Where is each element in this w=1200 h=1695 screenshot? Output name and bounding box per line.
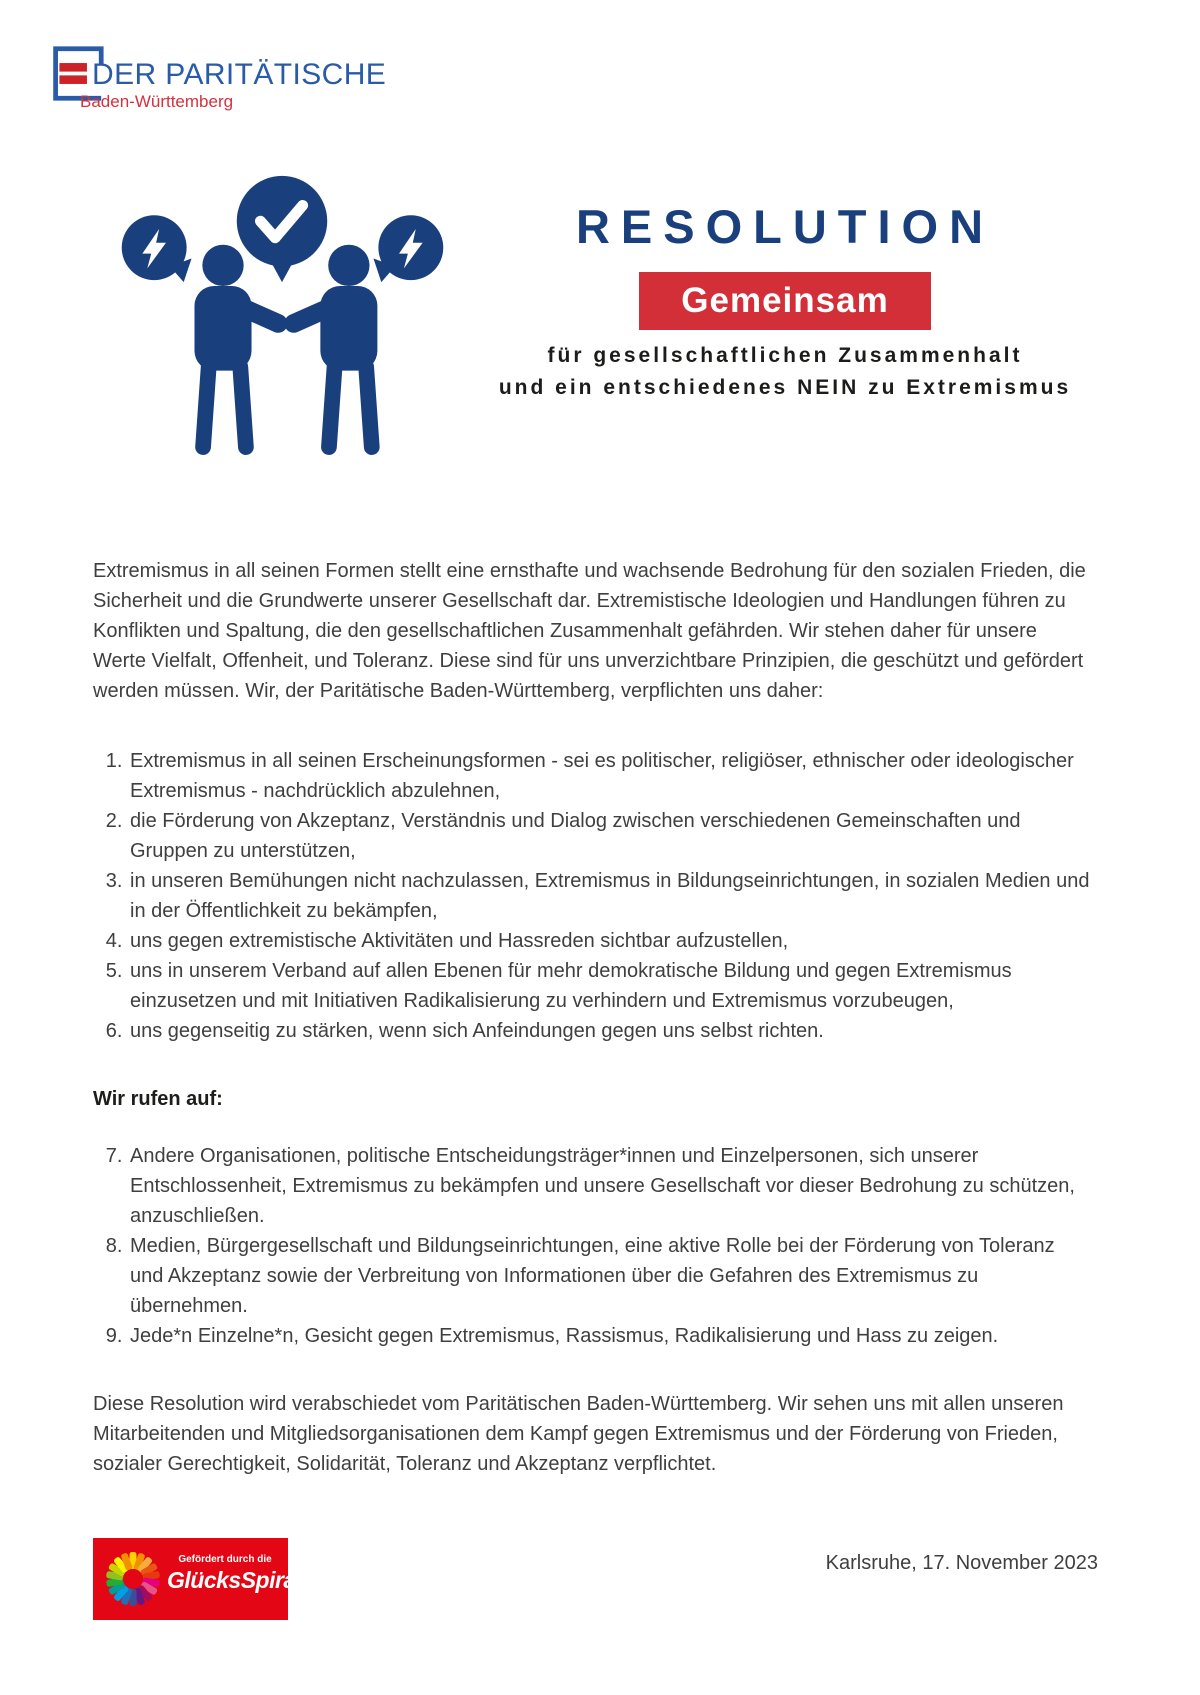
- list-item: 7. Andere Organisationen, politische Entscheidungsträger*innen und Einzelpersonen, sich unserer Entschlossenheit, Extremismus zu bekämpfen und unsere Gesellschaft vor dieser Bedrohung zu schützen, anzuschließen.: [128, 1141, 1093, 1231]
- funding-prefix: Gefördert durch die: [178, 1554, 272, 1565]
- list-item: 4. uns gegen extremistische Aktivitäten und Hassreden sichtbar aufzustellen,: [128, 926, 1093, 956]
- gemeinsam-banner: Gemeinsam: [639, 272, 930, 330]
- title-block: [480, 200, 1090, 404]
- call-to-action-heading: Wir rufen auf:: [93, 1088, 223, 1110]
- funding-text-block: [167, 1554, 314, 1593]
- brand-header: [48, 45, 386, 110]
- dateline: Karlsruhe, 17. November 2023: [825, 1552, 1098, 1574]
- gluecksspirale-logo: [93, 1538, 314, 1620]
- rainbow-pinwheel-icon: [101, 1547, 165, 1611]
- list-item: 2. die Förderung von Akzeptanz, Verständnis und Dialog zwischen verschiedenen Gemeinschaften und Gruppen zu unterstützen,: [128, 806, 1093, 866]
- list-item: 1. Extremismus in all seinen Erscheinungsformen - sei es politischer, religiöser, ethnischer oder ideologischer Extremismus - nachdrücklich abzulehnen,: [128, 746, 1093, 806]
- org-region: Baden-Württemberg: [80, 92, 234, 111]
- resolution-title: RESOLUTION: [575, 200, 995, 253]
- resolution-body: [93, 556, 1093, 1479]
- list-item: 6. uns gegenseitig zu stärken, wenn sich Anfeindungen gegen uns selbst richten.: [128, 1016, 1093, 1046]
- two-people-dialogue-speech-bubbles-icon: [110, 170, 455, 465]
- list-item: 3. in unseren Bemühungen nicht nachzulassen, Extremismus in Bildungseinrichtungen, in sozialen Medien und in der Öffentlichkeit zu bekämpfen,: [128, 866, 1093, 926]
- closing-paragraph: Diese Resolution wird verabschiedet vom Paritätischen Baden-Württemberg. Wir sehen uns mit allen unseren Mitarbeitenden und Mitgliedsorganisationen dem Kampf gegen Extremismus und der Förderung von Frieden, sozialer Gerechtigkeit, Solidarität, Toleranz und Akzeptanz verpflichtet.: [93, 1393, 1064, 1475]
- org-name: DER PARITÄTISCHE: [92, 58, 387, 91]
- commitments-list: [93, 746, 1093, 1046]
- funding-name: GlücksSpirale: [167, 1567, 314, 1593]
- list-item: 5. uns in unserem Verband auf allen Ebenen für mehr demokratische Bildung und gegen Extremismus einzusetzen und mit Initiativen Radikalisierung zu verhindern und Extremismus vorzubeugen,: [128, 956, 1093, 1016]
- brand-wordmark: [80, 45, 387, 111]
- list-item: 9. Jede*n Einzelne*n, Gesicht gegen Extremismus, Rassismus, Radikalisierung und Hass zu zeigen.: [128, 1321, 1093, 1351]
- subtitle-line-2: und ein entschiedenes NEIN zu Extremismus: [498, 376, 1072, 399]
- page-footer: [93, 1538, 1098, 1620]
- subtitle-line-1: für gesellschaftlichen Zusammenhalt: [547, 344, 1023, 367]
- calls-list: [93, 1141, 1093, 1351]
- list-item: 8. Medien, Bürgergesellschaft und Bildungseinrichtungen, eine aktive Rolle bei der Förderung von Toleranz und Akzeptanz sowie der Verbreitung von Informationen über die Gefahren des Extremismus zu übernehmen.: [128, 1231, 1093, 1321]
- intro-paragraph: Extremismus in all seinen Formen stellt eine ernsthafte und wachsende Bedrohung für den sozialen Frieden, die Sicherheit und die Grundwerte unserer Gesellschaft dar. Extremistische Ideologien und Handlungen führen zu Konflikten und Spaltung, die den gesellschaftlichen Zusammenhalt gefährden. Wir stehen daher für unsere Werte Vielfalt, Offenheit, und Toleranz. Diese sind für uns unverzichtbare Prinzipien, die geschützt und gefördert werden müssen. Wir, der Paritätische Baden-Württemberg, verpflichten uns daher:: [93, 560, 1086, 702]
